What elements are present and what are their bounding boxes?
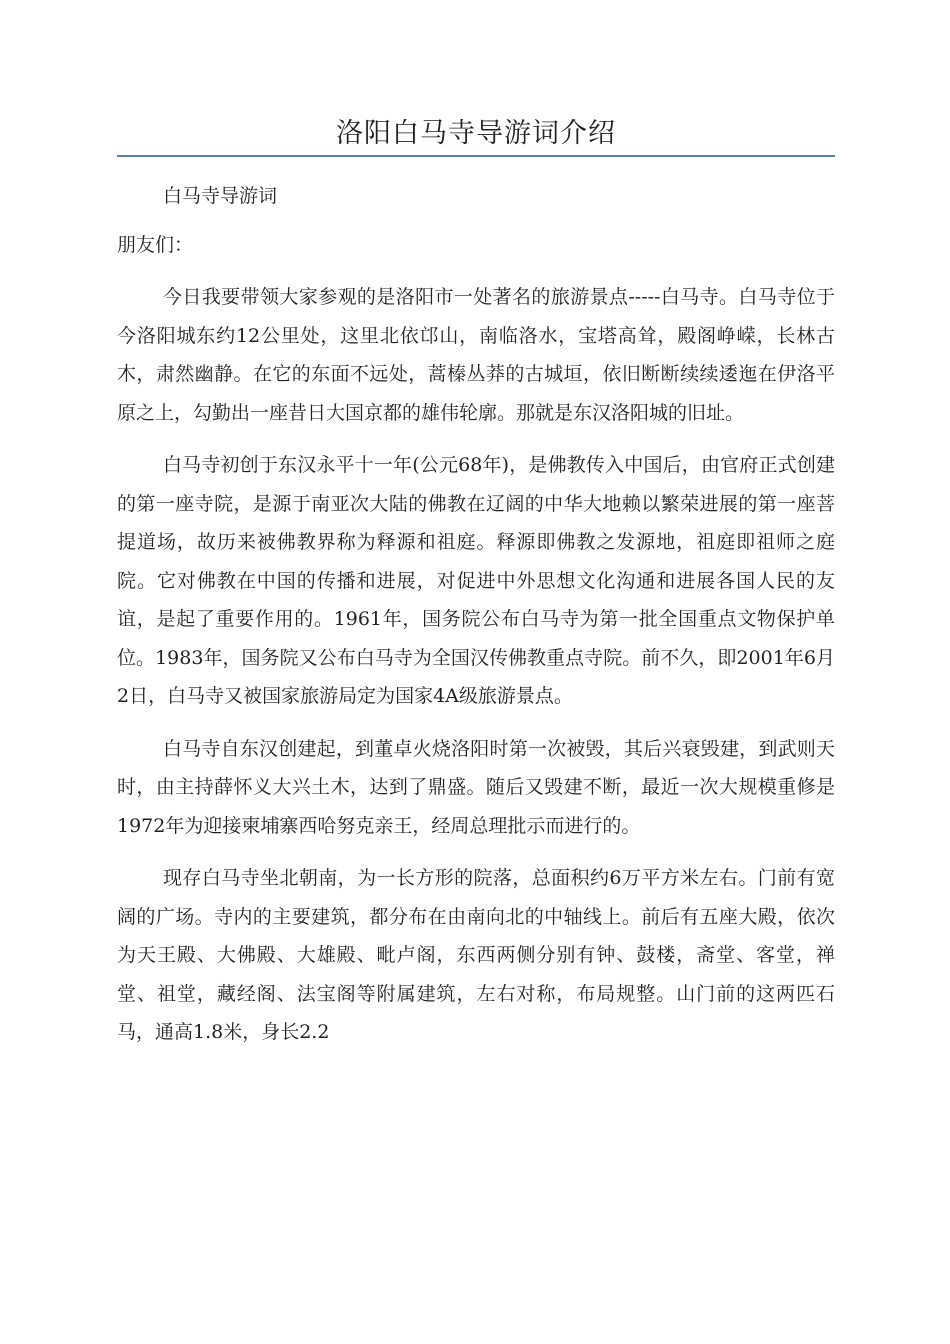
subtitle: 白马寺导游词 <box>163 185 278 207</box>
paragraph-4: 现存白马寺坐北朝南，为一长方形的院落，总面积约6万平方米左右。门前有宽阔的广场。寺内的主要建筑，都分布在由南向北的中轴线上。前后有五座大殿，依次为天王殿、大佛殿、大雄殿、毗卢阁，东西两侧分别有钟、鼓楼，斋堂、客堂，禅堂、祖堂，藏经阁、法宝阁等附属建筑，左右对称，布局规整。山门前的这两匹石马，通高1.8米，身长2.2 <box>117 867 835 1043</box>
paragraph-2: 白马寺初创于东汉永平十一年(公元68年)，是佛教传入中国后，由官府正式创建的第一座寺院，是源于南亚次大陆的佛教在辽阔的中华大地赖以繁荣进展的第一座菩提道场，故历来被佛教界称为释源和祖庭。释源即佛教之发源地，祖庭即祖师之庭院。它对佛教在中国的传播和进展，对促进中外思想文化沟通和进展各国人民的友谊，是起了重要作用的。1961年，国务院公布白马寺为第一批全国重点文物保护单位。1983年，国务院又公布白马寺为全国汉传佛教重点寺院。前不久，即2001年6月2日，白马寺又被国家旅游局定为国家4A级旅游景点。 <box>117 454 835 707</box>
paragraph-3: 白马寺自东汉创建起，到董卓火烧洛阳时第一次被毁，其后兴衰毁建，到武则天时，由主持薛怀义大兴土木，达到了鼎盛。随后又毁建不断，最近一次大规模重修是1972年为迎接柬埔寨西哈努克亲王，经周总理批示而进行的。 <box>117 737 835 837</box>
greeting: 朋友们： <box>117 233 194 256</box>
document-page <box>117 0 835 1052</box>
paragraph-1: 今日我要带领大家参观的是洛阳市一处著名的旅游景点-----白马寺。白马寺位于今洛阳城东约12公里处，这里北依邙山，南临洛水，宝塔高耸，殿阁峥嵘，长林古木，肃然幽静。在它的东面不远处，蒿榛丛莽的古城垣，依旧断断续续逶迤在伊洛平原之上，勾勤出一座昔日大国京都的雄伟轮廓。那就是东汉洛阳城的旧址。 <box>117 286 835 424</box>
title-underline <box>117 155 835 157</box>
page-title: 洛阳白马寺导游词介绍 <box>336 118 616 149</box>
